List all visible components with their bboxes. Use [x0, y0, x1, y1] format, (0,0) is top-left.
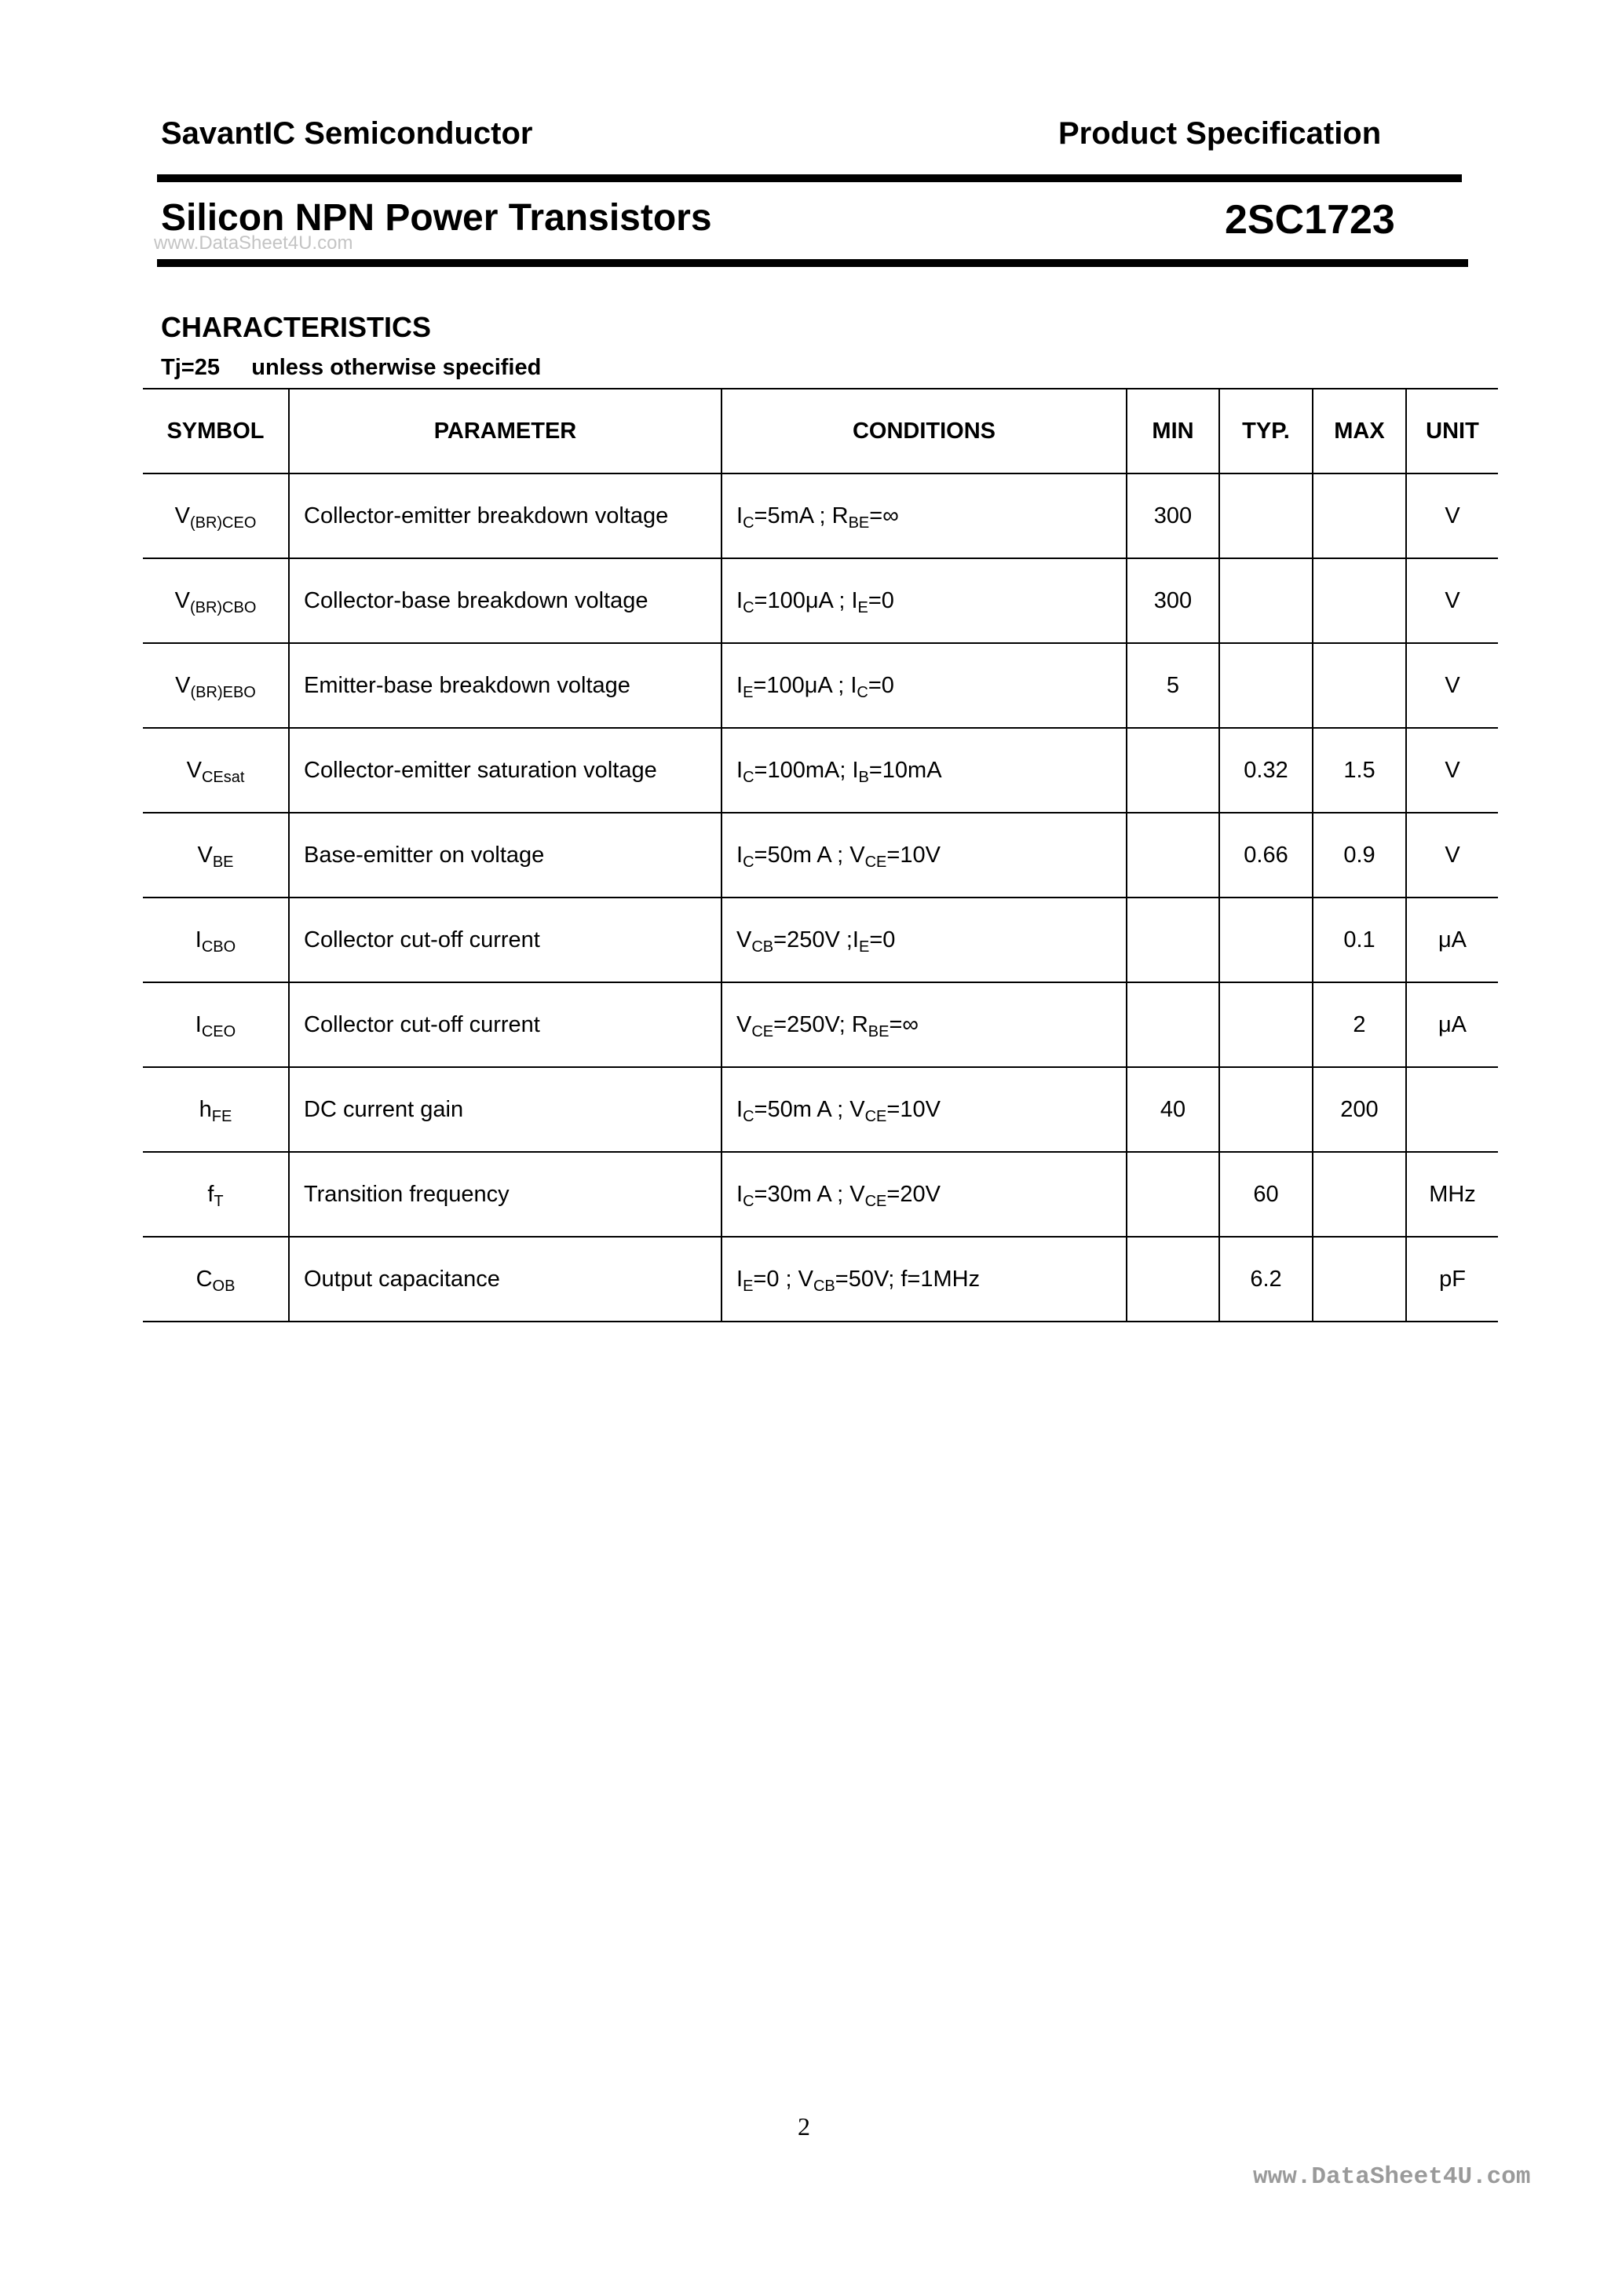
- table-row: [143, 558, 1498, 643]
- max-cell: [1313, 558, 1406, 643]
- condition-subscript: E: [743, 683, 754, 701]
- condition-subscript: BE: [848, 514, 870, 532]
- parameter-cell: Collector-emitter breakdown voltage: [289, 473, 721, 558]
- table-row: [143, 643, 1498, 728]
- conditions-cell: [721, 982, 1127, 1067]
- condition-subscript: CE: [864, 1107, 887, 1125]
- table-row: [143, 1237, 1498, 1322]
- condition-text: =∞: [889, 1011, 919, 1037]
- symbol-base: I: [195, 1011, 202, 1037]
- condition-text: =0 ; V: [753, 1266, 813, 1292]
- parameter-cell: Emitter-base breakdown voltage: [289, 643, 721, 728]
- unit-cell: V: [1406, 728, 1498, 813]
- table-row: [143, 728, 1498, 813]
- condition-subscript: C: [743, 598, 754, 616]
- condition-text: =100μA ; I: [754, 587, 858, 613]
- table-header-row: [143, 389, 1498, 473]
- symbol-cell: [143, 558, 289, 643]
- typ-cell: [1219, 643, 1313, 728]
- header-max: MAX: [1313, 389, 1406, 473]
- unit-cell: μA: [1406, 898, 1498, 982]
- condition-subscript: CB: [813, 1277, 835, 1295]
- conditions-cell: [721, 898, 1127, 982]
- condition-text: I: [736, 842, 743, 868]
- symbol-cell: [143, 1152, 289, 1237]
- min-cell: [1127, 1152, 1219, 1237]
- condition-text: =30m A ; V: [754, 1181, 865, 1207]
- symbol-cell: [143, 813, 289, 898]
- typ-cell: [1219, 558, 1313, 643]
- conditions-cell: [721, 1152, 1127, 1237]
- table-row: [143, 1067, 1498, 1152]
- parameter-cell: Base-emitter on voltage: [289, 813, 721, 898]
- conditions-cell: [721, 558, 1127, 643]
- symbol-cell: [143, 473, 289, 558]
- company-name: SavantIC Semiconductor: [161, 116, 533, 151]
- table-row: [143, 982, 1498, 1067]
- symbol-subscript: (BR)EBO: [190, 683, 256, 701]
- condition-subscript: BE: [868, 1022, 890, 1040]
- condition-text: I: [736, 672, 743, 698]
- condition-text: V: [736, 927, 752, 952]
- condition-subscript: E: [857, 598, 868, 616]
- condition-text: =0: [868, 587, 894, 613]
- symbol-subscript: T: [214, 1192, 224, 1210]
- note-temperature: Tj=25: [161, 355, 220, 380]
- typ-cell: [1219, 982, 1313, 1067]
- condition-subscript: E: [858, 938, 870, 956]
- min-cell: [1127, 898, 1219, 982]
- condition-text: I: [736, 503, 743, 528]
- condition-subscript: CB: [751, 938, 774, 956]
- section-title: CHARACTERISTICS: [161, 311, 432, 343]
- header-rule-top: [157, 174, 1462, 182]
- conditions-cell: [721, 473, 1127, 558]
- typ-cell: 0.66: [1219, 813, 1313, 898]
- symbol-base: V: [174, 503, 190, 528]
- table-row: [143, 813, 1498, 898]
- symbol-subscript: (BR)CEO: [189, 514, 257, 532]
- symbol-subscript: CEsat: [201, 768, 245, 786]
- symbol-subscript: CEO: [201, 1022, 236, 1040]
- condition-text: =50V; f=1MHz: [835, 1266, 981, 1292]
- characteristics-table: [143, 388, 1498, 1322]
- unit-cell: MHz: [1406, 1152, 1498, 1237]
- condition-subscript: C: [743, 514, 754, 532]
- conditions-cell: [721, 1067, 1127, 1152]
- unit-cell: V: [1406, 813, 1498, 898]
- watermark-top: www.DataSheet4U.com: [154, 232, 353, 254]
- conditions-cell: [721, 728, 1127, 813]
- parameter-cell: Collector cut-off current: [289, 898, 721, 982]
- condition-text: =100μA ; I: [753, 672, 857, 698]
- condition-text: =100mA; I: [754, 757, 859, 783]
- parameter-cell: Collector-base breakdown voltage: [289, 558, 721, 643]
- header-min: MIN: [1127, 389, 1219, 473]
- max-cell: [1313, 473, 1406, 558]
- condition-subscript: B: [858, 768, 869, 786]
- condition-text: I: [736, 587, 743, 613]
- max-cell: [1313, 1152, 1406, 1237]
- condition-subscript: C: [743, 768, 754, 786]
- condition-subscript: CE: [751, 1022, 774, 1040]
- symbol-cell: [143, 898, 289, 982]
- min-cell: 5: [1127, 643, 1219, 728]
- condition-text: I: [736, 1096, 743, 1122]
- header-rule-bottom: [157, 259, 1468, 267]
- symbol-base: V: [186, 757, 202, 783]
- symbol-cell: [143, 982, 289, 1067]
- max-cell: 0.1: [1313, 898, 1406, 982]
- max-cell: 200: [1313, 1067, 1406, 1152]
- max-cell: 0.9: [1313, 813, 1406, 898]
- min-cell: [1127, 728, 1219, 813]
- symbol-base: C: [195, 1266, 213, 1292]
- symbol-cell: [143, 728, 289, 813]
- header-typ: TYP.: [1219, 389, 1313, 473]
- condition-text: =250V ;I: [773, 927, 859, 952]
- condition-text: =0: [869, 927, 896, 952]
- parameter-cell: Collector cut-off current: [289, 982, 721, 1067]
- symbol-cell: [143, 1237, 289, 1322]
- part-number: 2SC1723: [1225, 197, 1395, 243]
- min-cell: [1127, 1237, 1219, 1322]
- symbol-base: V: [175, 672, 191, 698]
- min-cell: 300: [1127, 558, 1219, 643]
- symbol-base: f: [207, 1181, 214, 1207]
- table-row: [143, 1152, 1498, 1237]
- symbol-subscript: CBO: [201, 938, 236, 956]
- max-cell: [1313, 1237, 1406, 1322]
- conditions-cell: [721, 1237, 1127, 1322]
- note-text: unless otherwise specified: [251, 355, 542, 380]
- typ-cell: 60: [1219, 1152, 1313, 1237]
- unit-cell: μA: [1406, 982, 1498, 1067]
- typ-cell: [1219, 898, 1313, 982]
- min-cell: 40: [1127, 1067, 1219, 1152]
- condition-text: =0: [868, 672, 894, 698]
- header-parameter: PARAMETER: [289, 389, 721, 473]
- table-row: [143, 898, 1498, 982]
- typ-cell: [1219, 473, 1313, 558]
- max-cell: 2: [1313, 982, 1406, 1067]
- condition-text: I: [736, 1181, 743, 1207]
- symbol-subscript: BE: [212, 853, 234, 871]
- condition-subscript: C: [857, 683, 868, 701]
- conditions-cell: [721, 813, 1127, 898]
- symbol-base: V: [174, 587, 190, 613]
- document-type: Product Specification: [1058, 116, 1382, 151]
- parameter-cell: Output capacitance: [289, 1237, 721, 1322]
- condition-text: =250V; R: [773, 1011, 868, 1037]
- symbol-base: I: [195, 927, 202, 952]
- symbol-subscript: OB: [212, 1277, 236, 1295]
- condition-subscript: CE: [864, 853, 887, 871]
- min-cell: [1127, 813, 1219, 898]
- condition-text: =10V: [886, 842, 941, 868]
- header-symbol: SYMBOL: [143, 389, 289, 473]
- parameter-cell: DC current gain: [289, 1067, 721, 1152]
- parameter-cell: Transition frequency: [289, 1152, 721, 1237]
- condition-text: =5mA ; R: [754, 503, 849, 528]
- watermark-bottom: www.DataSheet4U.com: [1253, 2163, 1531, 2191]
- max-cell: 1.5: [1313, 728, 1406, 813]
- symbol-base: h: [199, 1096, 212, 1122]
- header-conditions: CONDITIONS: [721, 389, 1127, 473]
- unit-cell: pF: [1406, 1237, 1498, 1322]
- condition-subscript: E: [743, 1277, 754, 1295]
- condition-text: =∞: [869, 503, 899, 528]
- symbol-subscript: FE: [211, 1107, 232, 1125]
- typ-cell: 0.32: [1219, 728, 1313, 813]
- unit-cell: V: [1406, 558, 1498, 643]
- product-title: Silicon NPN Power Transistors: [161, 197, 712, 239]
- condition-subscript: C: [743, 853, 754, 871]
- typ-cell: [1219, 1067, 1313, 1152]
- condition-text: I: [736, 757, 743, 783]
- condition-subscript: CE: [864, 1192, 887, 1210]
- symbol-cell: [143, 643, 289, 728]
- symbol-cell: [143, 1067, 289, 1152]
- table-row: [143, 473, 1498, 558]
- condition-text: V: [736, 1011, 752, 1037]
- symbol-base: V: [197, 842, 213, 868]
- condition-subscript: C: [743, 1192, 754, 1210]
- unit-cell: V: [1406, 473, 1498, 558]
- condition-subscript: C: [743, 1107, 754, 1125]
- condition-text: I: [736, 1266, 743, 1292]
- condition-text: =10mA: [868, 757, 942, 783]
- conditions-cell: [721, 643, 1127, 728]
- parameter-cell: Collector-emitter saturation voltage: [289, 728, 721, 813]
- condition-text: =50m A ; V: [754, 842, 865, 868]
- page-number: 2: [798, 2112, 810, 2141]
- unit-cell: [1406, 1067, 1498, 1152]
- unit-cell: V: [1406, 643, 1498, 728]
- max-cell: [1313, 643, 1406, 728]
- condition-text: =10V: [886, 1096, 941, 1122]
- symbol-subscript: (BR)CBO: [189, 598, 257, 616]
- typ-cell: 6.2: [1219, 1237, 1313, 1322]
- min-cell: 300: [1127, 473, 1219, 558]
- header-unit: UNIT: [1406, 389, 1498, 473]
- condition-text: =50m A ; V: [754, 1096, 865, 1122]
- min-cell: [1127, 982, 1219, 1067]
- conditions-note: [161, 355, 541, 381]
- condition-text: =20V: [886, 1181, 941, 1207]
